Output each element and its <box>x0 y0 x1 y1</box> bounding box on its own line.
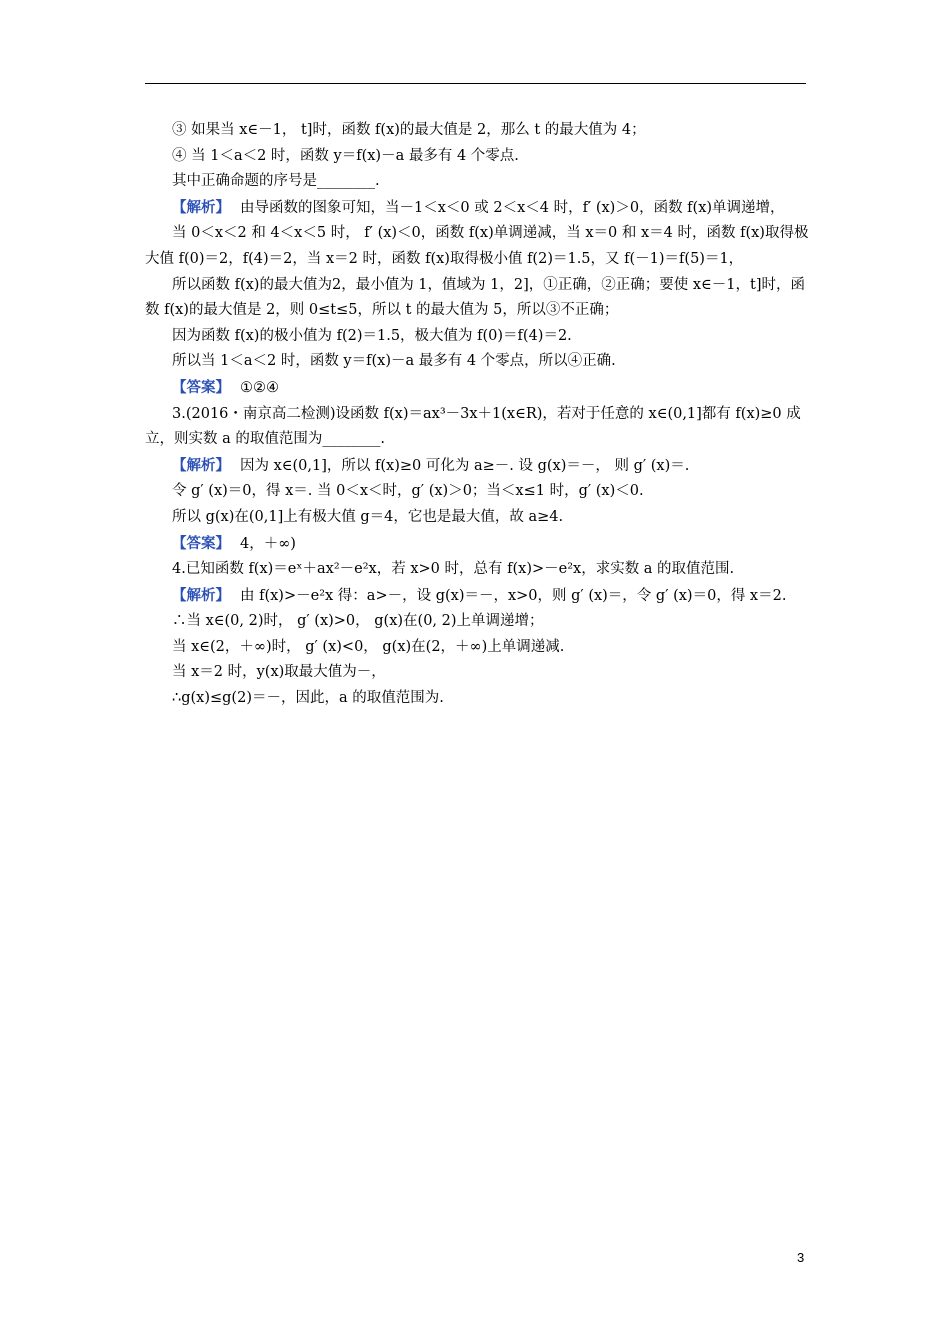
analysis-paragraph <box>145 195 810 222</box>
text-line: 当 x∈(2，＋∞)时， g′ (x)<0， g(x)在(2，＋∞)上单调递减. <box>172 638 565 655</box>
text-line: 当 x＝2 时，y(x)取最大值为－， <box>172 664 386 681</box>
answer-text: 4，＋∞) <box>240 535 296 552</box>
text-line: 当 0＜x＜2 和 4＜x＜5 时， f′ (x)＜0，函数 f(x)单调递减，当 x＝0 和 x＝4 时，函数 f(x)取得极大值 f(0)＝2，f(4)＝2，当 x＝2 时，函数 f(x)取得极小值 f(2)＝1.5，又 f(－1)＝f(5)＝1， <box>145 225 809 267</box>
document-body <box>145 118 810 712</box>
answer-paragraph <box>145 531 810 558</box>
text-line: 所以当 1＜a＜2 时，函数 y＝f(x)－a 最多有 4 个零点，所以④正确. <box>172 353 616 370</box>
text-line: 其中正确命题的序号是________. <box>172 173 380 190</box>
analysis-paragraph <box>145 453 810 480</box>
text-line: 令 g′ (x)＝0，得 x＝. 当 0＜x＜时，g′ (x)＞0；当＜x≤1 时，g′ (x)＜0. <box>172 483 644 500</box>
question-3: 3.(2016・南京高二检测)设函数 f(x)＝ax³－3x＋1(x∈R)，若对于任意的 x∈(0,1]都有 f(x)≥0 成立，则实数 a 的取值范围为________. <box>145 405 801 448</box>
analysis-tag: 【解析】 <box>172 198 230 216</box>
text-line: 由 f(x)>－e²x 得：a>－，设 g(x)＝－，x>0，则 g′ (x)＝，令 g′ (x)＝0，得 x＝2. <box>240 587 787 604</box>
analysis-tag: 【解析】 <box>172 586 230 604</box>
text-line: 由导函数的图象可知，当－1＜x＜0 或 2＜x＜4 时，f′ (x)＞0，函数 f(x)单调递增， <box>240 199 785 216</box>
text-line: 所以函数 f(x)的最大值为2，最小值为 1，值域为 1，2]，①正确，②正确；要使 x∈－1，t]时，函数 f(x)的最大值是 2，则 0≤t≤5，所以 t 的最大值为 5，所以③不正确； <box>145 276 805 319</box>
answer-text: ①②④ <box>240 379 279 396</box>
analysis-tag: 【解析】 <box>172 456 230 474</box>
analysis-paragraph <box>145 583 810 610</box>
header-rule <box>145 83 806 84</box>
answer-tag: 【答案】 <box>172 534 230 552</box>
text-line: 因为 x∈(0,1]，所以 f(x)≥0 可化为 a≥－. 设 g(x)＝－， 则 g′ (x)＝. <box>240 457 690 474</box>
text-line: ∴当 x∈(0, 2)时， g′ (x)>0， g(x)在(0, 2)上单调递增； <box>172 613 544 630</box>
page-number: 3 <box>797 1250 805 1265</box>
answer-tag: 【答案】 <box>172 378 230 396</box>
answer-paragraph <box>145 375 810 402</box>
text-line: ④ 当 1＜a＜2 时，函数 y＝f(x)－a 最多有 4 个零点. <box>172 147 519 164</box>
text-line: ③ 如果当 x∈－1， t]时，函数 f(x)的最大值是 2，那么 t 的最大值为 4； <box>172 122 646 138</box>
question-4: 4.已知函数 f(x)＝eˣ＋ax²－e²x，若 x>0 时，总有 f(x)>－e²x，求实数 a 的取值范围. <box>172 561 735 578</box>
text-line: 所以 g(x)在(0,1]上有极大值 g＝4，它也是最大值，故 a≥4. <box>172 508 564 525</box>
text-line: ∴g(x)≤g(2)＝－，因此，a 的取值范围为. <box>172 690 444 707</box>
text-line: 因为函数 f(x)的极小值为 f(2)＝1.5，极大值为 f(0)＝f(4)＝2. <box>172 327 572 344</box>
